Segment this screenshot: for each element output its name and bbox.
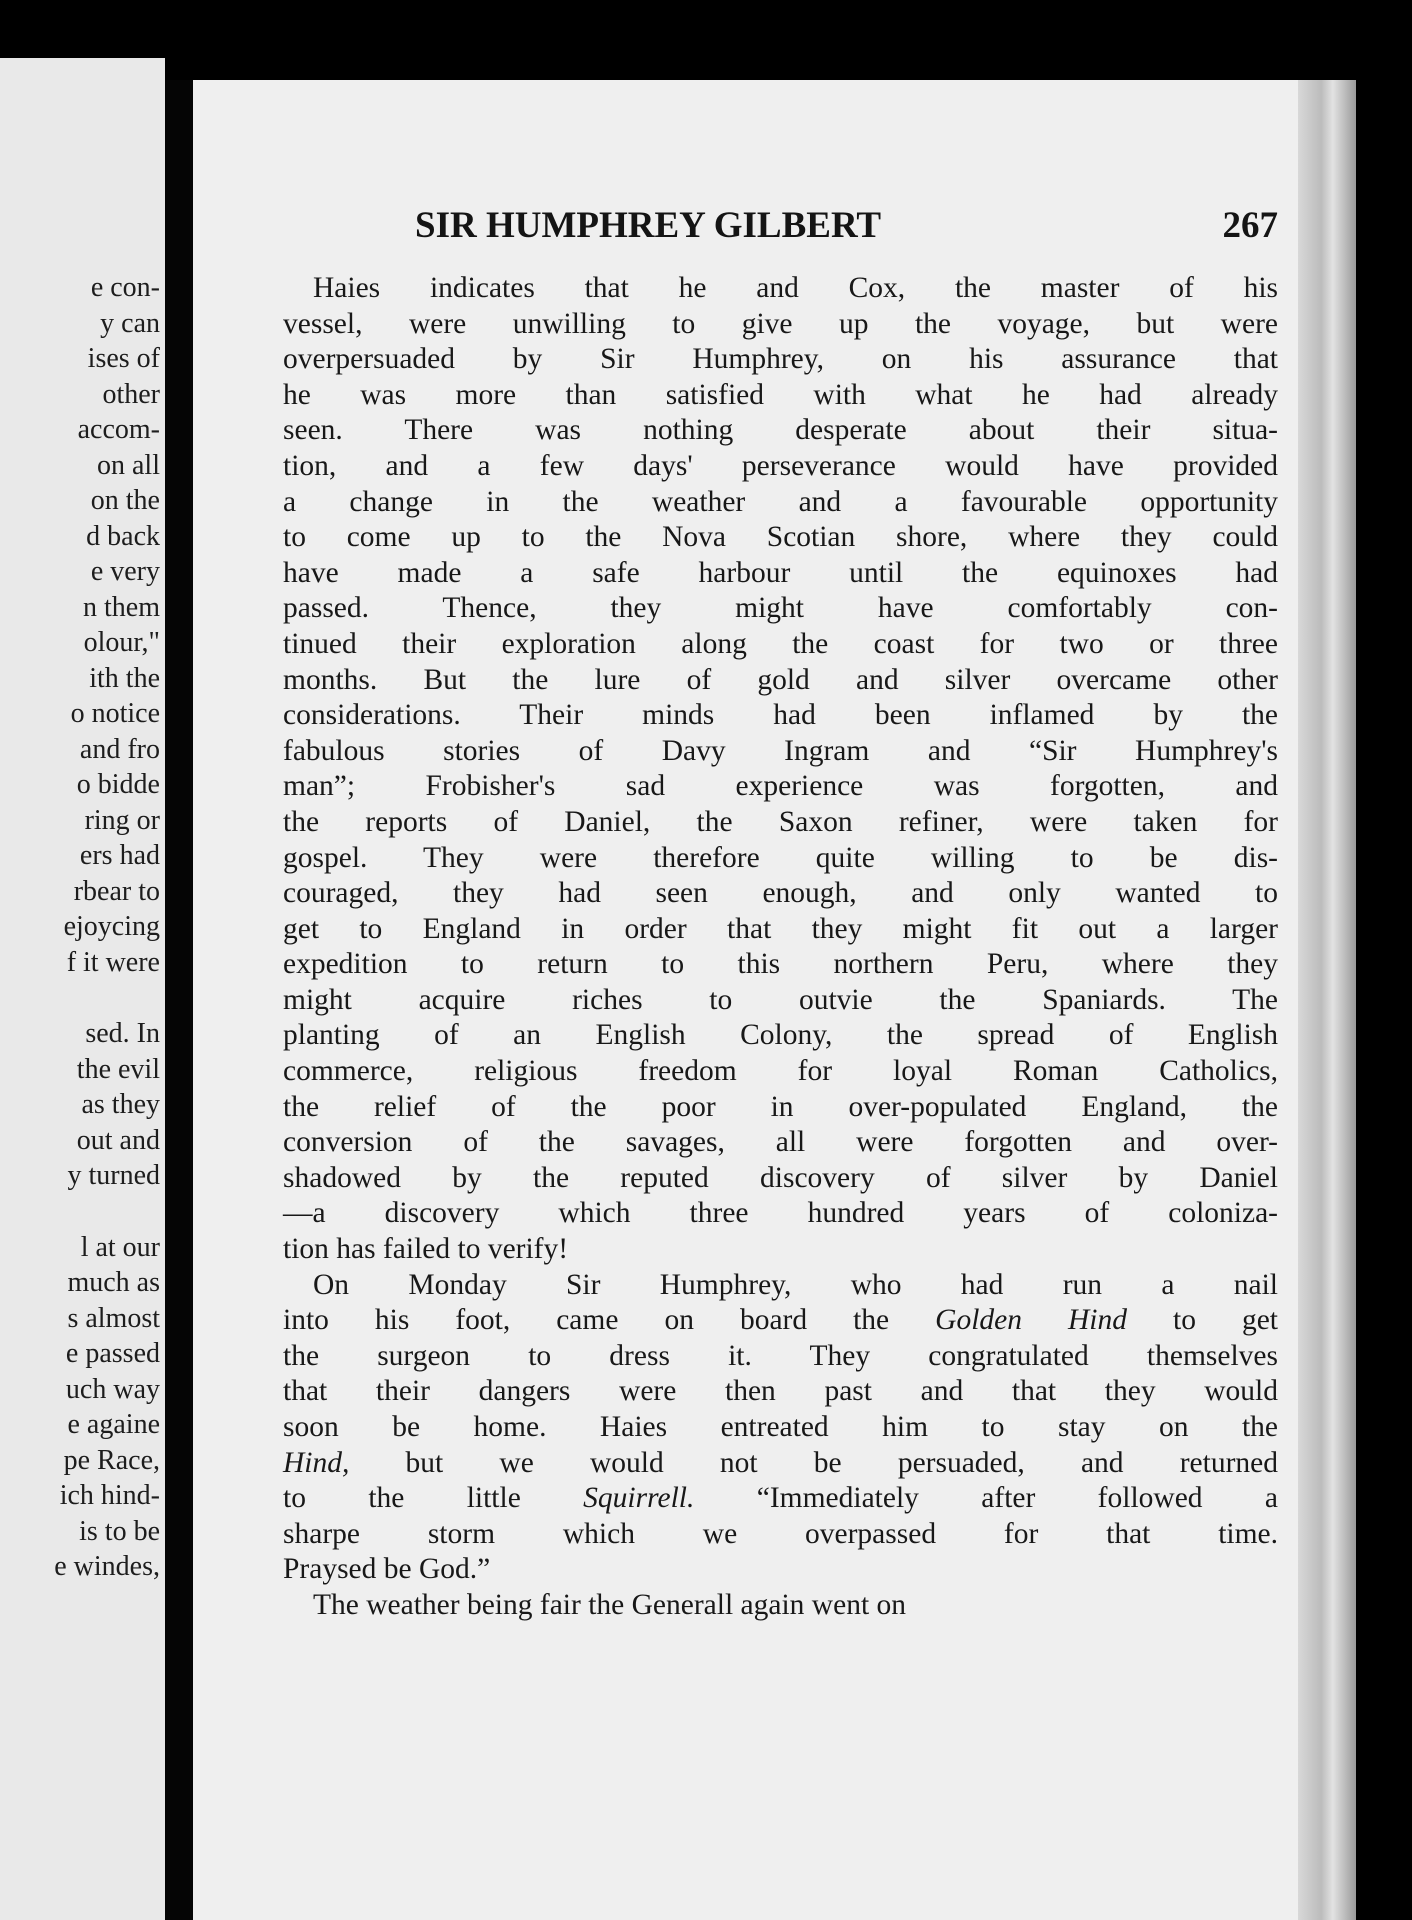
- page-edge: [1298, 80, 1356, 1920]
- book-page: [193, 80, 1328, 1920]
- text-line: he was more than satisfied with what he had already: [283, 378, 1278, 411]
- text-line: soon be home. Haies entreated him to stay on the: [283, 1411, 1278, 1443]
- text-line: planting of an English Colony, the spread of English: [283, 1019, 1278, 1052]
- text-line: conversion of the savages, all were forgotten and over-: [283, 1126, 1278, 1159]
- text-line: sharpe storm which we overpassed for that time.: [283, 1517, 1278, 1550]
- text-line: On Monday Sir Humphrey, who had run a nail: [313, 1268, 1278, 1301]
- text-line: might acquire riches to outvie the Spaniards. The: [283, 983, 1278, 1016]
- facing-page-line: d back: [86, 520, 160, 552]
- facing-page-fragment: [0, 58, 165, 1920]
- facing-page-line: ises of: [87, 343, 160, 374]
- text-line: Praysed be God.”: [283, 1553, 491, 1586]
- text-line: commerce, religious freedom for loyal Roman Catholics,: [283, 1055, 1278, 1088]
- facing-page-line: ring or: [84, 804, 160, 836]
- facing-page-line: e windes,: [54, 1551, 160, 1582]
- text-line: to the little Squirrell. “Immediately after followed a: [283, 1482, 1278, 1515]
- text-line: couraged, they had seen enough, and only wanted to: [283, 877, 1278, 910]
- text-line: into his foot, came on board the Golden Hind to get: [283, 1304, 1278, 1337]
- facing-page-line: much as: [67, 1267, 160, 1298]
- facing-page-line: is to be: [79, 1515, 160, 1547]
- text-line: —a discovery which three hundred years of coloniza-: [283, 1197, 1278, 1230]
- facing-page-line: s almost: [67, 1302, 160, 1334]
- text-line: to come up to the Nova Scotian shore, where they could: [283, 521, 1278, 554]
- facing-page-line: ith the: [89, 662, 160, 694]
- text-line: Haies indicates that he and Cox, the master of his: [313, 272, 1278, 304]
- facing-page-line: the evil: [76, 1053, 160, 1085]
- text-line: overpersuaded by Sir Humphrey, on his assurance that: [283, 343, 1278, 376]
- facing-page-line: uch way: [65, 1373, 160, 1405]
- italic-phrase: Squirrell.: [583, 1482, 695, 1515]
- facing-page-line: other: [102, 378, 160, 410]
- facing-page-line: [0, 980, 160, 1016]
- facing-page-line: n them: [83, 591, 160, 623]
- facing-page-line: olour,": [83, 627, 160, 658]
- text-line: a change in the weather and a favourable opportunity: [283, 485, 1278, 518]
- facing-page-line: ich hind-: [59, 1480, 160, 1511]
- italic-phrase: Golden Hind: [935, 1304, 1127, 1337]
- facing-page-line: and fro: [79, 733, 160, 765]
- facing-page-line: o bidde: [76, 769, 160, 800]
- text-line: passed. Thence, they might have comfortably con-: [283, 592, 1278, 625]
- text-line: the reports of Daniel, the Saxon refiner, were taken for: [283, 805, 1278, 838]
- facing-page-line: e con-: [90, 272, 160, 303]
- text-line: fabulous stories of Davy Ingram and “Sir Humphrey's: [283, 734, 1278, 767]
- facing-page-line: sed. In: [85, 1018, 160, 1049]
- page-number: 267: [1222, 205, 1278, 246]
- facing-page-line: y turned: [67, 1160, 160, 1191]
- text-line: seen. There was nothing desperate about their situa-: [283, 414, 1278, 447]
- facing-page-line: as they: [81, 1089, 160, 1120]
- facing-page-line: rbear to: [73, 875, 160, 907]
- text-line: the surgeon to dress it. They congratulated themselves: [283, 1339, 1278, 1372]
- facing-page-line: y can: [100, 307, 160, 339]
- text-line: considerations. Their minds had been inflamed by the: [283, 699, 1278, 732]
- text-line: vessel, were unwilling to give up the voyage, but were: [283, 307, 1278, 340]
- text-line: The weather being fair the Generall again went on: [313, 1588, 907, 1621]
- text-line: tinued their exploration along the coast for two or three: [283, 627, 1278, 660]
- facing-page-line: e againe: [67, 1409, 160, 1440]
- facing-page-line: accom-: [77, 414, 160, 445]
- facing-page-line: ejoycing: [63, 911, 160, 942]
- text-line: get to England in order that they might fit out a larger: [283, 912, 1278, 945]
- running-head-title: SIR HUMPHREY GILBERT: [415, 205, 882, 246]
- facing-page-line: on the: [90, 485, 160, 516]
- text-line: tion has failed to verify!: [283, 1233, 569, 1266]
- text-line: months. But the lure of gold and silver overcame other: [283, 663, 1278, 696]
- facing-page-line: e passed: [65, 1338, 160, 1369]
- italic-phrase: Hind,: [283, 1446, 350, 1479]
- facing-page-line: out and: [76, 1124, 160, 1156]
- text-line: Hind, but we would not be persuaded, and returned: [283, 1446, 1278, 1479]
- text-line: the relief of the poor in over-populated England, the: [283, 1090, 1278, 1123]
- text-line: expedition to return to this northern Peru, where they: [283, 948, 1278, 981]
- text-line: gospel. They were therefore quite willing to be dis-: [283, 841, 1278, 874]
- text-line: tion, and a few days' perseverance would have provided: [283, 449, 1278, 482]
- text-line: that their dangers were then past and that they would: [283, 1375, 1278, 1408]
- body-text: [283, 271, 1278, 1624]
- facing-page-line: ers had: [79, 840, 160, 871]
- facing-page-line: o notice: [70, 698, 160, 729]
- text-line: man”; Frobisher's sad experience was forgotten, and: [283, 770, 1278, 803]
- facing-page-line: on all: [97, 449, 160, 481]
- facing-page-line: e very: [90, 556, 160, 587]
- text-line: have made a safe harbour until the equinoxes had: [283, 556, 1278, 589]
- facing-page-line: f it were: [66, 946, 160, 978]
- book-gutter: [165, 80, 193, 1920]
- facing-page-line: l at our: [80, 1231, 160, 1263]
- facing-page-line: [0, 1194, 160, 1230]
- facing-page-text: [0, 270, 160, 1585]
- facing-page-line: pe Race,: [63, 1444, 160, 1476]
- text-line: shadowed by the reputed discovery of silver by Daniel: [283, 1161, 1278, 1194]
